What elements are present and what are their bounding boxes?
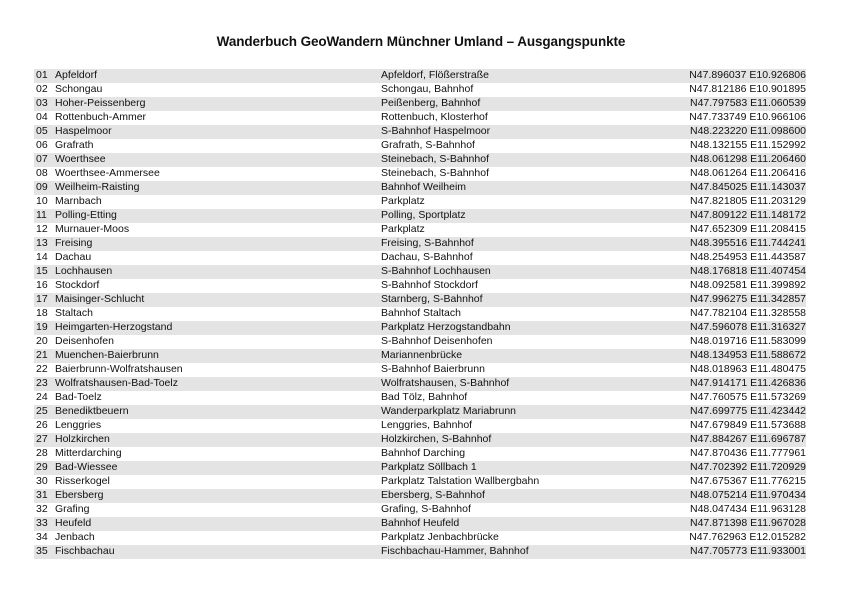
gps-coordinates: N47.705773 E11.933001: [690, 545, 806, 557]
row-number: 12: [36, 223, 48, 235]
gps-coordinates: N47.809122 E11.148172: [690, 209, 806, 221]
row-number: 26: [36, 419, 48, 431]
starting-point: Parkplatz Jenbachbrücke: [381, 531, 499, 543]
gps-coordinates: N47.884267 E11.696787: [690, 433, 806, 445]
table-row: [34, 503, 806, 517]
starting-point: Freising, S-Bahnhof: [381, 237, 474, 249]
route-name: Wolfratshausen-Bad-Toelz: [55, 377, 178, 389]
row-number: 17: [36, 293, 48, 305]
table-row: [34, 279, 806, 293]
row-number: 32: [36, 503, 48, 515]
table-row: [34, 97, 806, 111]
gps-coordinates: N48.061264 E11.206416: [690, 167, 806, 179]
gps-coordinates: N47.797583 E11.060539: [690, 97, 806, 109]
gps-coordinates: N47.679849 E11.573688: [690, 419, 806, 431]
route-name: Fischbachau: [55, 545, 115, 557]
route-name: Woerthsee-Ammersee: [55, 167, 160, 179]
gps-coordinates: N47.596078 E11.316327: [690, 321, 806, 333]
starting-point: Schongau, Bahnhof: [381, 83, 474, 95]
row-number: 35: [36, 545, 48, 557]
route-name: Bad-Toelz: [55, 391, 102, 403]
starting-point: Parkplatz: [381, 223, 425, 235]
route-name: Weilheim-Raisting: [55, 181, 140, 193]
starting-point: Dachau, S-Bahnhof: [381, 251, 473, 263]
route-name: Lochhausen: [55, 265, 113, 277]
gps-coordinates: N47.675367 E11.776215: [690, 475, 806, 487]
route-name: Grafrath: [55, 139, 94, 151]
row-number: 34: [36, 531, 48, 543]
starting-point: S-Bahnhof Stockdorf: [381, 279, 478, 291]
gps-coordinates: N48.061298 E11.206460: [690, 153, 806, 165]
row-number: 13: [36, 237, 48, 249]
row-number: 24: [36, 391, 48, 403]
route-name: Haspelmoor: [55, 125, 112, 137]
row-number: 27: [36, 433, 48, 445]
route-name: Polling-Etting: [55, 209, 117, 221]
row-number: 15: [36, 265, 48, 277]
table-row: [34, 461, 806, 475]
starting-point: Polling, Sportplatz: [381, 209, 466, 221]
route-name: Bad-Wiessee: [55, 461, 118, 473]
gps-coordinates: N47.914171 E11.426836: [690, 377, 806, 389]
row-number: 08: [36, 167, 48, 179]
starting-point: Grafing, S-Bahnhof: [381, 503, 471, 515]
starting-point: Bahnhof Darching: [381, 447, 466, 459]
gps-coordinates: N47.996275 E11.342857: [690, 293, 806, 305]
gps-coordinates: N47.870436 E11.777961: [690, 447, 806, 459]
table-row: [34, 447, 806, 461]
table-row: [34, 167, 806, 181]
starting-point: Bad Tölz, Bahnhof: [381, 391, 468, 403]
starting-point: Parkplatz Herzogstandbahn: [381, 321, 511, 333]
route-name: Baierbrunn-Wolfratshausen: [55, 363, 183, 375]
gps-coordinates: N48.018963 E11.480475: [690, 363, 806, 375]
starting-point: Lenggries, Bahnhof: [381, 419, 473, 431]
table-row: [34, 209, 806, 223]
route-name: Rottenbuch-Ammer: [55, 111, 147, 123]
starting-point: Fischbachau-Hammer, Bahnhof: [381, 545, 529, 557]
starting-point: Wolfratshausen, S-Bahnhof: [381, 377, 510, 389]
row-number: 23: [36, 377, 48, 389]
route-name: Freising: [55, 237, 93, 249]
table-row: [34, 391, 806, 405]
row-number: 19: [36, 321, 48, 333]
gps-coordinates: N47.845025 E11.143037: [690, 181, 806, 193]
gps-coordinates: N48.092581 E11.399892: [690, 279, 806, 291]
starting-point: Mariannenbrücke: [381, 349, 463, 361]
table-row: [34, 363, 806, 377]
gps-coordinates: N47.871398 E11.967028: [690, 517, 806, 529]
route-name: Stockdorf: [55, 279, 100, 291]
row-number: 14: [36, 251, 48, 263]
table-row: [34, 475, 806, 489]
row-number: 31: [36, 489, 48, 501]
route-name: Marnbach: [55, 195, 102, 207]
route-name: Grafing: [55, 503, 90, 515]
route-name: Holzkirchen: [55, 433, 110, 445]
gps-coordinates: N48.134953 E11.588672: [690, 349, 806, 361]
table-row: [34, 153, 806, 167]
gps-coordinates: N48.047434 E11.963128: [690, 503, 806, 515]
row-number: 01: [36, 69, 48, 81]
route-name: Risserkogel: [55, 475, 110, 487]
route-name: Heufeld: [55, 517, 92, 529]
gps-coordinates: N47.821805 E11.203129: [690, 195, 806, 207]
starting-point: Peißenberg, Bahnhof: [381, 97, 481, 109]
table-row: [34, 251, 806, 265]
gps-coordinates: N48.254953 E11.443587: [690, 251, 806, 263]
route-name: Schongau: [55, 83, 103, 95]
starting-point: S-Bahnhof Lochhausen: [381, 265, 491, 277]
route-name: Lenggries: [55, 419, 102, 431]
starting-point: S-Bahnhof Deisenhofen: [381, 335, 493, 347]
starting-point: Rottenbuch, Klosterhof: [381, 111, 488, 123]
route-name: Mitterdarching: [55, 447, 122, 459]
table-row: [34, 531, 806, 545]
starting-point: Parkplatz: [381, 195, 425, 207]
starting-point: Apfeldorf, Flößerstraße: [381, 69, 489, 81]
route-name: Staltach: [55, 307, 93, 319]
row-number: 29: [36, 461, 48, 473]
row-number: 05: [36, 125, 48, 137]
row-number: 06: [36, 139, 48, 151]
row-number: 28: [36, 447, 48, 459]
route-name: Woerthsee: [55, 153, 106, 165]
table-row: [34, 377, 806, 391]
starting-point: Starnberg, S-Bahnhof: [381, 293, 483, 305]
table-row: [34, 125, 806, 139]
gps-coordinates: N47.896037 E10.926806: [689, 69, 806, 81]
row-number: 30: [36, 475, 48, 487]
route-name: Apfeldorf: [55, 69, 98, 81]
gps-coordinates: N48.223220 E11.098600: [690, 125, 806, 137]
route-name: Muenchen-Baierbrunn: [55, 349, 159, 361]
starting-point: Bahnhof Weilheim: [381, 181, 467, 193]
table-row: [34, 293, 806, 307]
table-row: [34, 405, 806, 419]
starting-point: Grafrath, S-Bahnhof: [381, 139, 475, 151]
row-number: 07: [36, 153, 48, 165]
route-name: Murnauer-Moos: [55, 223, 130, 235]
gps-coordinates: N47.812186 E10.901895: [689, 83, 806, 95]
gps-coordinates: N48.132155 E11.152992: [690, 139, 806, 151]
starting-point: Parkplatz Söllbach 1: [381, 461, 477, 473]
starting-point: Parkplatz Talstation Wallbergbahn: [381, 475, 540, 487]
row-number: 09: [36, 181, 48, 193]
table-row: [34, 181, 806, 195]
row-number: 11: [36, 209, 47, 221]
table-row: [34, 321, 806, 335]
row-number: 25: [36, 405, 48, 417]
starting-point: Wanderparkplatz Mariabrunn: [381, 405, 517, 417]
gps-coordinates: N47.699775 E11.423442: [690, 405, 806, 417]
table-row: [34, 433, 806, 447]
starting-point: Bahnhof Heufeld: [381, 517, 460, 529]
gps-coordinates: N47.782104 E11.328558: [690, 307, 806, 319]
table-row: [34, 419, 806, 433]
starting-point: Steinebach, S-Bahnhof: [381, 153, 489, 165]
table-row: [34, 265, 806, 279]
table-row: [34, 489, 806, 503]
route-name: Ebersberg: [55, 489, 104, 501]
route-name: Hoher-Peissenberg: [55, 97, 146, 109]
table-row: [34, 307, 806, 321]
gps-coordinates: N47.760575 E11.573269: [690, 391, 806, 403]
table-row: [34, 69, 806, 83]
table-row: [34, 545, 806, 559]
page-title: Wanderbuch GeoWandern Münchner Umland – Ausgangspunkte: [216, 34, 626, 49]
route-name: Jenbach: [55, 531, 95, 543]
row-number: 16: [36, 279, 48, 291]
starting-point: Holzkirchen, S-Bahnhof: [381, 433, 492, 445]
gps-coordinates: N48.176818 E11.407454: [690, 265, 806, 277]
row-number: 03: [36, 97, 48, 109]
gps-coordinates: N48.019716 E11.583099: [690, 335, 806, 347]
table-row: [34, 237, 806, 251]
table-row: [34, 111, 806, 125]
starting-points-table: [34, 69, 806, 559]
gps-coordinates: N47.733749 E10.966106: [689, 111, 806, 123]
gps-coordinates: N48.075214 E11.970434: [690, 489, 806, 501]
starting-point: Bahnhof Staltach: [381, 307, 461, 319]
starting-point: Steinebach, S-Bahnhof: [381, 167, 489, 179]
route-name: Heimgarten-Herzogstand: [55, 321, 173, 333]
starting-point: S-Bahnhof Haspelmoor: [381, 125, 491, 137]
row-number: 10: [36, 195, 48, 207]
route-name: Dachau: [55, 251, 92, 263]
gps-coordinates: N47.762963 E12.015282: [689, 531, 806, 543]
row-number: 22: [36, 363, 48, 375]
route-name: Deisenhofen: [55, 335, 114, 347]
table-row: [34, 83, 806, 97]
route-name: Maisinger-Schlucht: [55, 293, 145, 305]
table-row: [34, 517, 806, 531]
table-row: [34, 349, 806, 363]
row-number: 02: [36, 83, 48, 95]
route-name: Benediktbeuern: [55, 405, 129, 417]
table-row: [34, 335, 806, 349]
row-number: 20: [36, 335, 48, 347]
row-number: 18: [36, 307, 48, 319]
row-number: 33: [36, 517, 48, 529]
row-number: 21: [36, 349, 48, 361]
gps-coordinates: N48.395516 E11.744241: [690, 237, 806, 249]
table-row: [34, 139, 806, 153]
gps-coordinates: N47.652309 E11.208415: [690, 223, 806, 235]
starting-point: S-Bahnhof Baierbrunn: [381, 363, 485, 375]
table-row: [34, 195, 806, 209]
table-row: [34, 223, 806, 237]
gps-coordinates: N47.702392 E11.720929: [690, 461, 806, 473]
row-number: 04: [36, 111, 48, 123]
starting-point: Ebersberg, S-Bahnhof: [381, 489, 485, 501]
